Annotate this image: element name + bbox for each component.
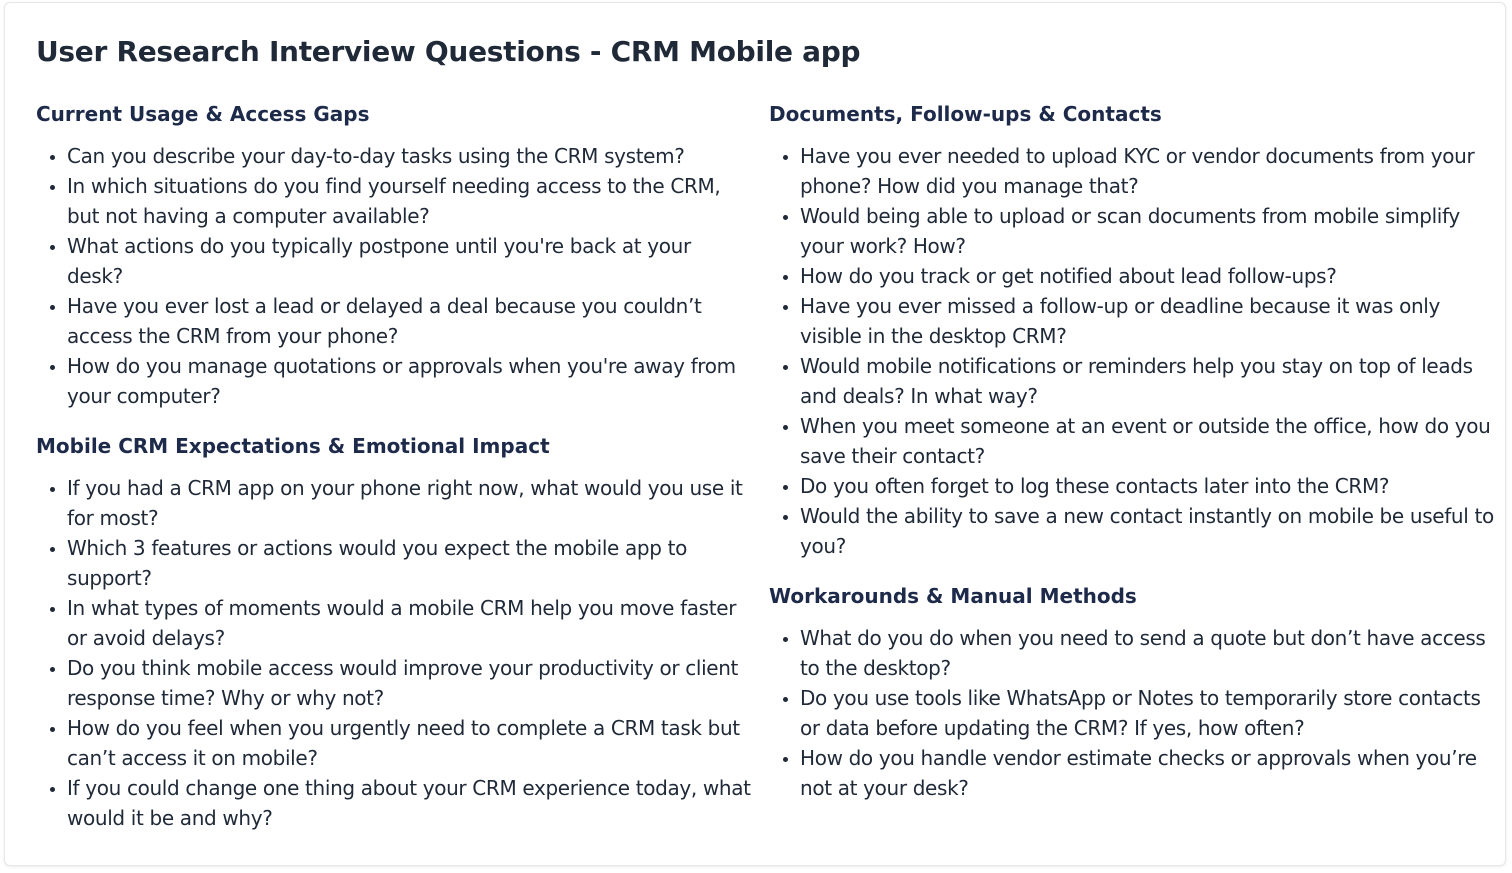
list-item: • In what types of moments would a mobile CRM help you move faster or avoid delays? [67,593,751,653]
section-documents-followups [769,99,1494,561]
section-heading: Current Usage & Access Gaps [36,102,370,126]
list-item: • Do you think mobile access would improve your productivity or client response time? Why or why not? [67,653,751,713]
question-list [36,473,751,833]
list-item: • Would the ability to save a new contact instantly on mobile be useful to you? [800,501,1494,561]
list-item: • When you meet someone at an event or outside the office, how do you save their contact? [800,411,1494,471]
section-heading: Documents, Follow-ups & Contacts [769,102,1162,126]
document-card [4,2,1506,866]
question-list [36,141,751,411]
list-item: • Which 3 features or actions would you expect the mobile app to support? [67,533,751,593]
list-item: • What actions do you typically postpone until you're back at your desk? [67,231,751,291]
list-item: • Can you describe your day-to-day tasks using the CRM system? [67,141,751,171]
left-column [36,99,751,853]
list-item: • Have you ever missed a follow-up or deadline because it was only visible in the desktop CRM? [800,291,1494,351]
list-item: • Have you ever needed to upload KYC or vendor documents from your phone? How did you manage that? [800,141,1494,201]
list-item: • How do you track or get notified about lead follow-ups? [800,261,1494,291]
section-workarounds [769,581,1494,803]
list-item: • Would being able to upload or scan documents from mobile simplify your work? How? [800,201,1494,261]
question-list [769,623,1494,803]
list-item: • How do you handle vendor estimate checks or approvals when you’re not at your desk? [800,743,1494,803]
section-heading: Mobile CRM Expectations & Emotional Impact [36,434,550,458]
list-item: • Would mobile notifications or reminders help you stay on top of leads and deals? In what way? [800,351,1494,411]
question-list [769,141,1494,561]
list-item: • What do you do when you need to send a quote but don’t have access to the desktop? [800,623,1494,683]
page-title: User Research Interview Questions - CRM Mobile app [36,35,861,68]
list-item: • If you had a CRM app on your phone right now, what would you use it for most? [67,473,751,533]
list-item: • In which situations do you find yourself needing access to the CRM, but not having a computer available? [67,171,751,231]
section-heading: Workarounds & Manual Methods [769,584,1137,608]
list-item: • Do you use tools like WhatsApp or Notes to temporarily store contacts or data before updating the CRM? If yes, how often? [800,683,1494,743]
section-mobile-expectations [36,431,751,833]
list-item: • Do you often forget to log these contacts later into the CRM? [800,471,1494,501]
list-item: • Have you ever lost a lead or delayed a deal because you couldn’t access the CRM from your phone? [67,291,751,351]
list-item: • How do you manage quotations or approvals when you're away from your computer? [67,351,751,411]
section-current-usage [36,99,751,411]
right-column [769,99,1494,823]
list-item: • How do you feel when you urgently need to complete a CRM task but can’t access it on mobile? [67,713,751,773]
list-item: • If you could change one thing about your CRM experience today, what would it be and why? [67,773,751,833]
